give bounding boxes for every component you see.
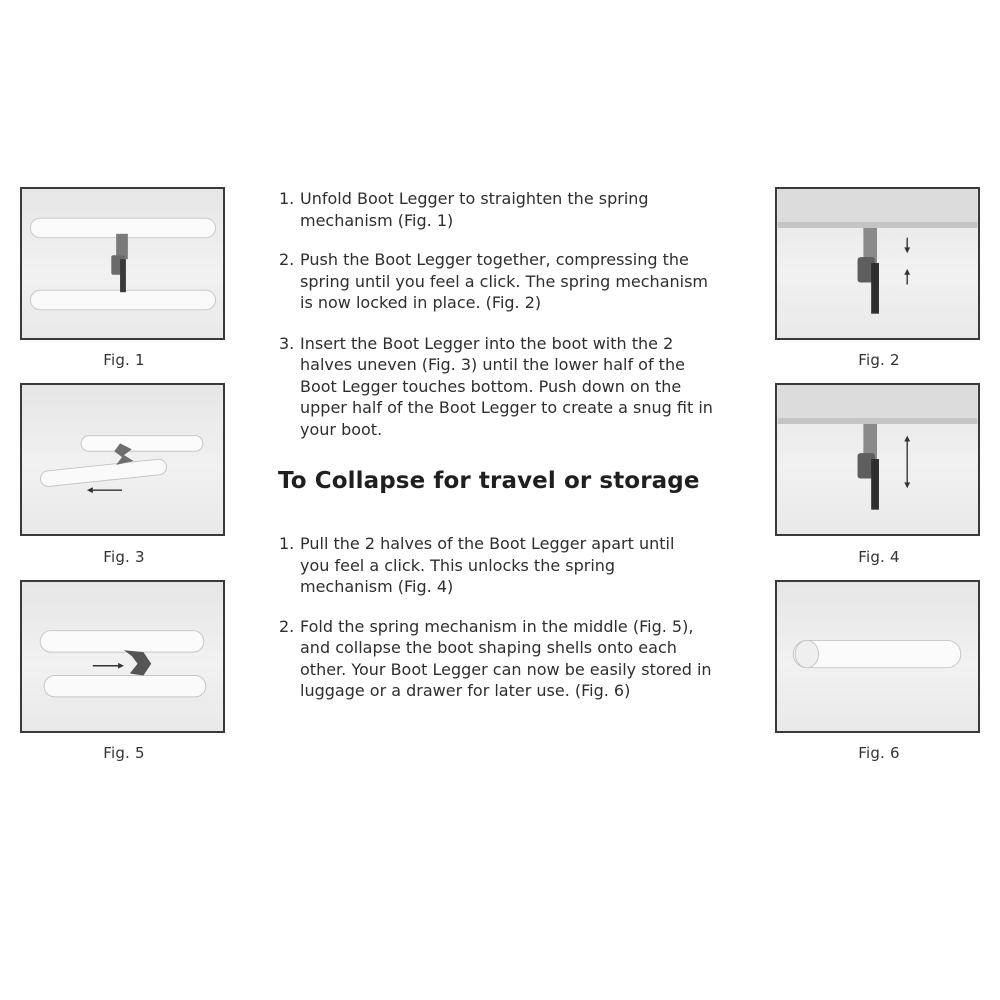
setup-step-2 <box>276 249 710 314</box>
unlocked-spring-illustration <box>777 385 978 534</box>
step-number: 1. <box>279 534 295 553</box>
step-number: 2. <box>279 616 295 636</box>
compressed-spring-illustration <box>777 189 978 338</box>
fig-5-photo <box>20 580 225 733</box>
collapse-instructions <box>276 533 712 702</box>
collapsed-shells-illustration <box>777 582 978 731</box>
setup-step-3 <box>276 333 716 441</box>
fig-2-photo <box>775 187 980 340</box>
uneven-halves-illustration <box>22 385 223 534</box>
fig-6-photo <box>775 580 980 733</box>
fig-4-photo <box>775 383 980 536</box>
fig-3-caption: Fig. 3 <box>103 548 145 566</box>
fig-3-photo <box>20 383 225 536</box>
fig-1-photo <box>20 187 225 340</box>
setup-instructions <box>276 188 716 440</box>
setup-step-1 <box>276 188 716 231</box>
step-number: 3. <box>279 333 295 353</box>
step-text: Insert the Boot Legger into the boot with the 2 halves uneven (Fig. 3) until the lower half of the Boot Legger touches bottom. Push down on the upper half of the Boot Legger to create a snug fit in your boot. <box>300 333 713 439</box>
fig-4-caption: Fig. 4 <box>858 548 900 566</box>
step-text: Unfold Boot Legger to straighten the spring mechanism (Fig. 1) <box>300 189 649 230</box>
fig-6-caption: Fig. 6 <box>858 744 900 762</box>
unfolded-boot-legger-illustration <box>22 189 223 338</box>
step-text: Push the Boot Legger together, compressing the spring until you feel a click. The spring mechanism is now locked in place. (Fig. 2) <box>300 250 708 312</box>
fig-2-caption: Fig. 2 <box>858 351 900 369</box>
fig-1-caption: Fig. 1 <box>103 351 145 369</box>
step-text: Fold the spring mechanism in the middle (Fig. 5), and collapse the boot shaping shells onto each other. Your Boot Legger can now be easily stored in luggage or a drawer for later use. (Fig. 6) <box>300 616 712 700</box>
collapse-step-2 <box>276 616 720 702</box>
step-number: 2. <box>279 250 295 269</box>
collapse-heading: To Collapse for travel or storage <box>278 468 700 494</box>
step-number: 1. <box>279 189 295 208</box>
folded-mechanism-illustration <box>22 582 223 731</box>
step-text: Pull the 2 halves of the Boot Legger apart until you feel a click. This unlocks the spring mechanism (Fig. 4) <box>300 534 675 596</box>
collapse-step-1 <box>276 533 701 598</box>
fig-5-caption: Fig. 5 <box>103 744 145 762</box>
